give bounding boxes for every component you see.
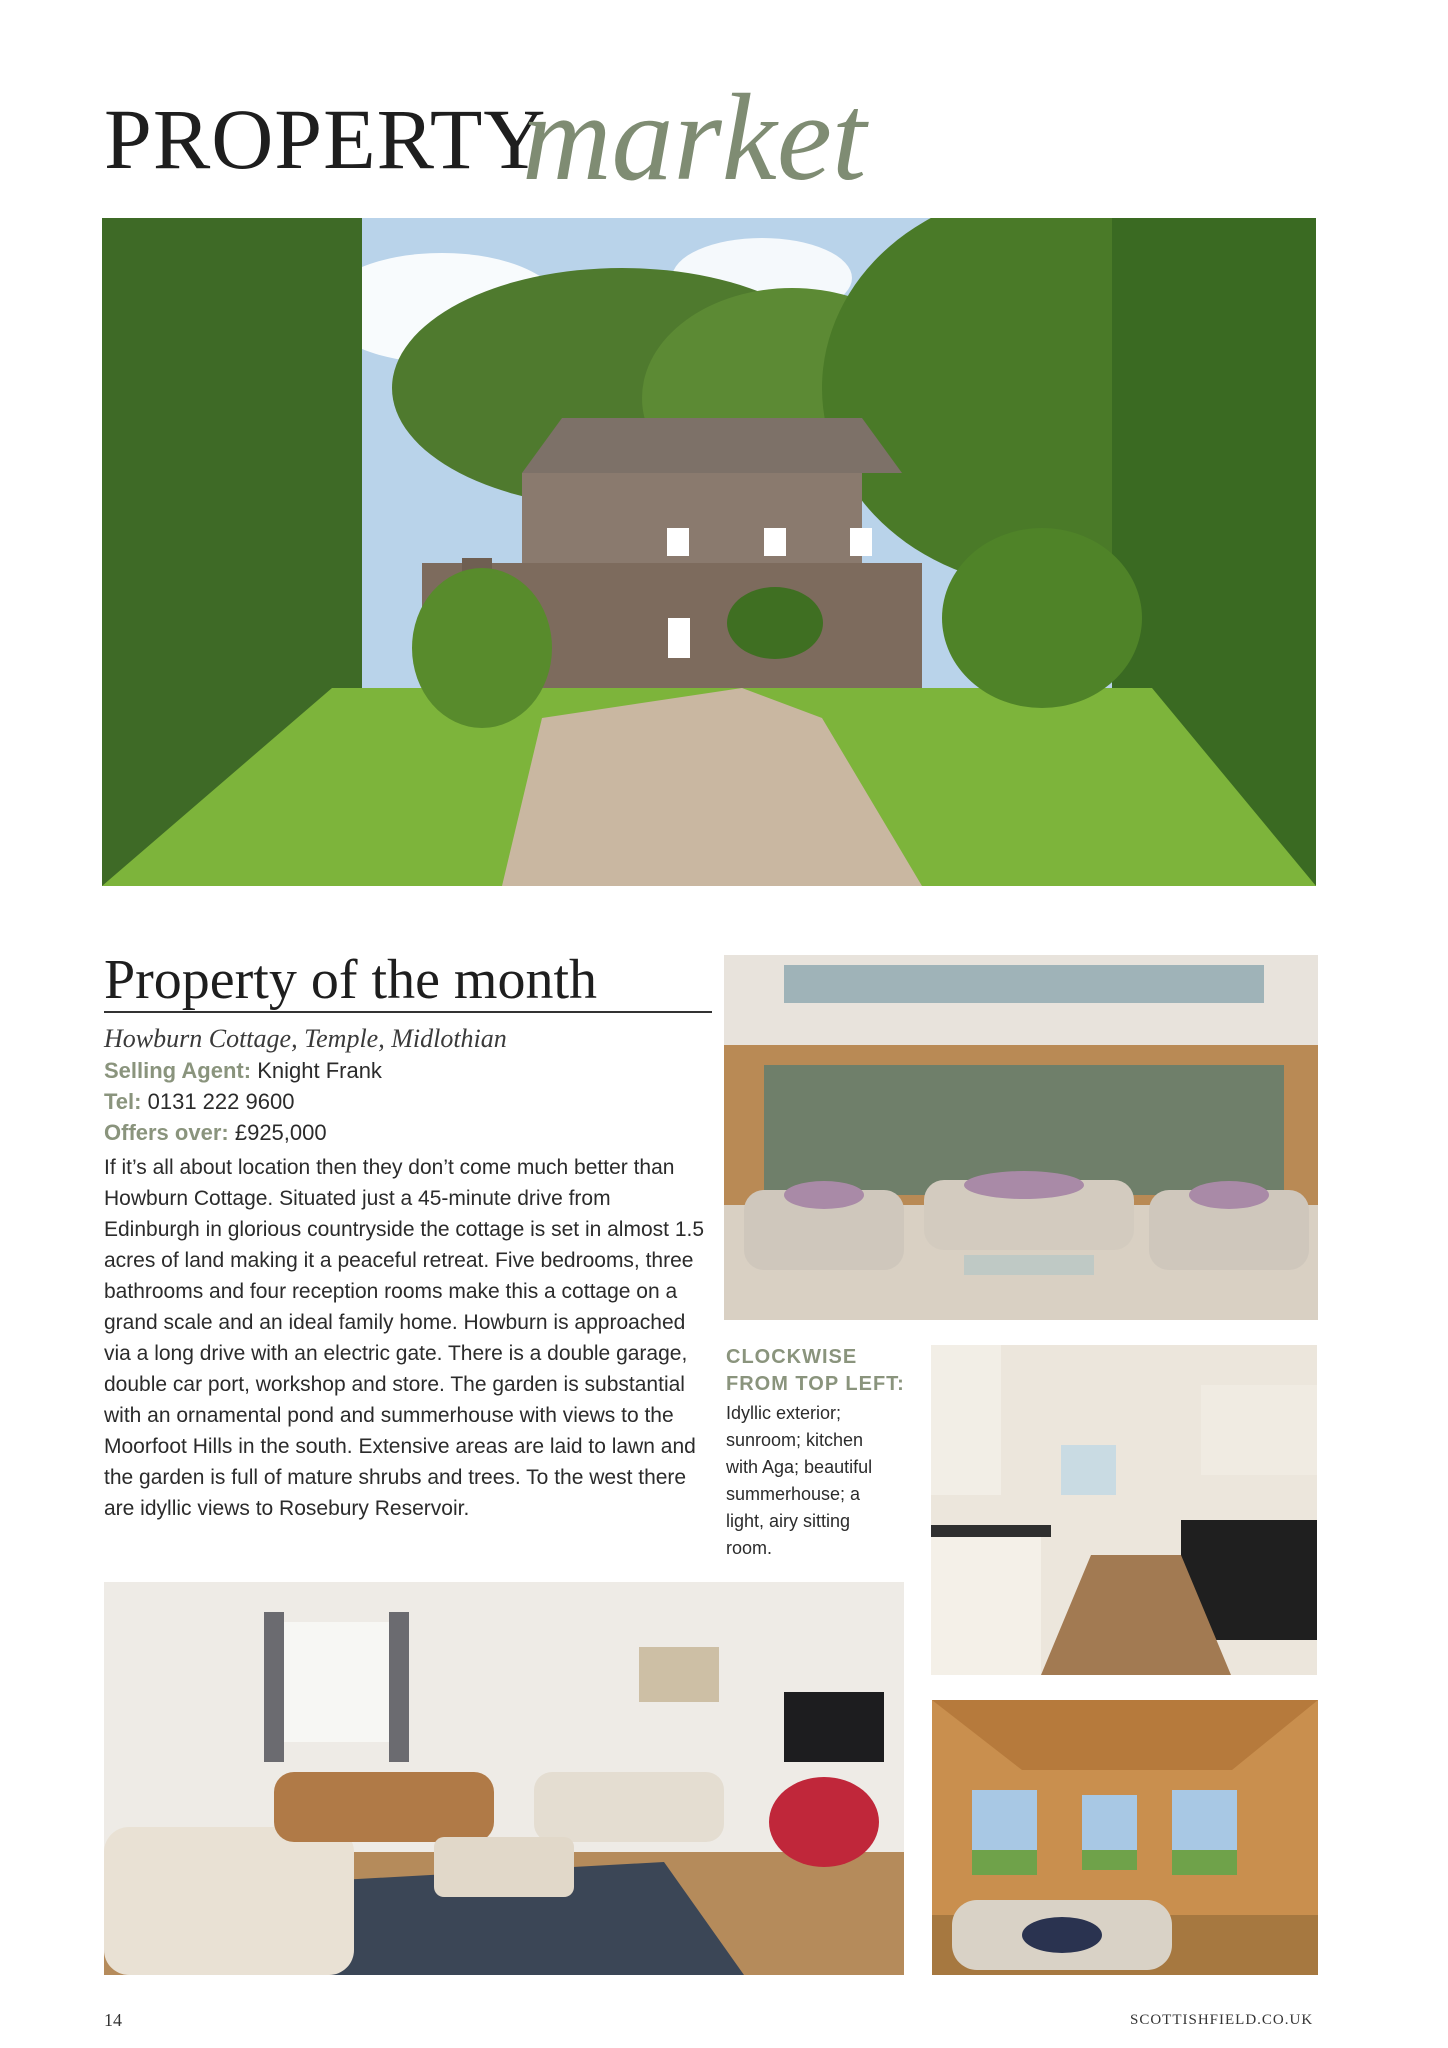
feature-body	[104, 1152, 710, 1524]
caption-text: Idyllic exterior; sunroom; kitchen with Aga; beautiful summerhouse; a light, airy sitting room.	[726, 1403, 873, 1558]
offers-line	[104, 1120, 327, 1146]
selling-agent-value: Knight Frank	[257, 1058, 382, 1083]
tel-line	[104, 1089, 294, 1115]
caption-heading-line2: FROM TOP LEFT:	[726, 1373, 905, 1395]
tel-label: Tel:	[104, 1089, 142, 1114]
offers-label: Offers over:	[104, 1120, 229, 1145]
property-location: Howburn Cottage, Temple, Midlothian	[104, 1024, 507, 1053]
selling-agent-line	[104, 1058, 382, 1084]
tel-value: 0131 222 9600	[147, 1089, 295, 1114]
caption-heading	[726, 1344, 926, 1398]
kitchen-photo	[931, 1345, 1317, 1675]
feature-body-text: If it’s all about location then they don’t come much better than Howburn Cottage. Situated just a 45-minute drive from Edinburgh in glorious countryside the cottage is set in almost 1.5 acres of land making it a peaceful retreat. Five bedrooms, three bathrooms and four reception rooms make this a cottage on a grand scale and an ideal family home. Howburn is approached via a long drive with an electric gate. There is a double garage, double car port, workshop and store. The garden is substantial with an ornamental pond and summerhouse with views to the Moorfoot Hills in the south. Extensive areas are laid to lawn and the garden is full of mature shrubs and trees. To the west there are idyllic views to Rosebury Reservoir.	[104, 1156, 705, 1520]
cottage-exterior-photo	[102, 218, 1316, 886]
feature-heading: Property of the month	[104, 949, 598, 1011]
sitting-room-photo	[104, 1582, 904, 1975]
site-url: SCOTTISHFIELD.CO.UK	[1130, 2012, 1314, 2028]
summerhouse-photo	[932, 1700, 1318, 1975]
sunroom-photo	[724, 955, 1318, 1320]
offers-value: £925,000	[234, 1120, 327, 1145]
caption-heading-line1: CLOCKWISE	[726, 1346, 858, 1368]
page-number: 14	[104, 2010, 122, 2030]
masthead-title: PROPERTY	[104, 91, 547, 187]
heading-rule	[104, 1011, 712, 1013]
selling-agent-label: Selling Agent:	[104, 1058, 252, 1083]
masthead-accent: market	[522, 69, 867, 206]
